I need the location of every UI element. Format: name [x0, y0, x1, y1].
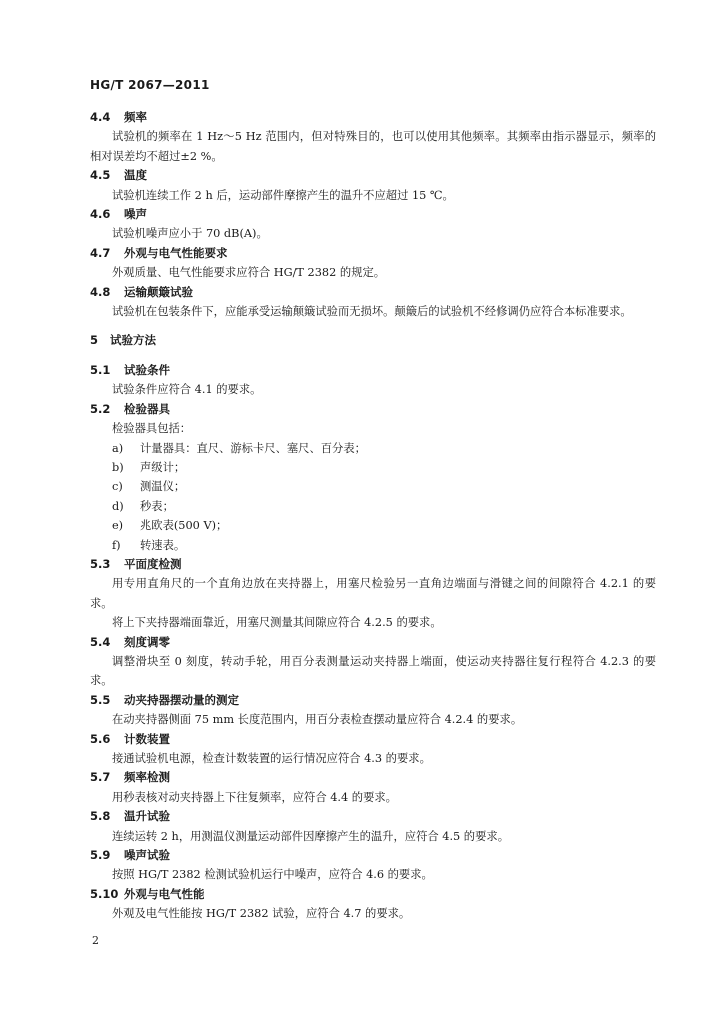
- section-5-9-text: 按照 HG/T 2382 检测试验机运行中噪声，应符合 4.6 的要求。: [112, 868, 433, 882]
- section-4-4-heading: 4.4 频率: [90, 110, 147, 124]
- section-5-10-heading: 5.10 外观与电气性能: [90, 886, 205, 901]
- section-5-3-text-1: 用专用直角尺的一个直角边放在夹持器上，用塞尺检验另一直角边端面与滑键之间的间隙符合 4.2.1 的要求。: [90, 577, 656, 610]
- section-5-8-text: 连续运转 2 h，用测温仪测量运动部件因摩擦产生的温升，应符合 4.5 的要求。: [112, 829, 509, 843]
- section-5-3-text-2: 将上下夹持器端面靠近，用塞尺测量其间隙应符合 4.2.5 的要求。: [112, 616, 442, 630]
- section-5-10-text: 外观及电气性能按 HG/T 2382 试验，应符合 4.7 的要求。: [112, 907, 411, 921]
- document-body: [90, 108, 656, 924]
- section-4-5-text: 试验机连续工作 2 h 后，运动部件摩擦产生的温升不应超过 15 ℃。: [112, 188, 454, 202]
- section-5-5-heading: 5.5 动夹持器摆动量的测定: [90, 692, 239, 707]
- list-item: d) 秒表；: [112, 499, 174, 513]
- section-4-5-heading: 4.5 温度: [90, 168, 147, 183]
- list-item: b) 声级计；: [112, 460, 186, 474]
- section-5-1-text: 试验条件应符合 4.1 的要求。: [112, 383, 262, 397]
- list-item: f) 转速表。: [112, 538, 186, 552]
- section-5-1-heading: 5.1 试验条件: [90, 362, 170, 377]
- list-item: a) 计量器具：直尺、游标卡尺、塞尺、百分表；: [112, 441, 366, 455]
- page-number: 2: [92, 934, 99, 947]
- section-5-7-heading: 5.7 频率检测: [90, 770, 170, 785]
- section-5-2-intro: 检验器具包括：: [112, 422, 192, 436]
- section-4-6-heading: 4.6 噪声: [90, 207, 147, 222]
- section-4-7-heading: 4.7 外观与电气性能要求: [90, 245, 228, 260]
- section-5-8-heading: 5.8 温升试验: [90, 809, 170, 824]
- section-5-7-text: 用秒表核对动夹持器上下往复频率，应符合 4.4 的要求。: [112, 790, 397, 804]
- section-5-4-heading: 5.4 刻度调零: [90, 634, 170, 649]
- section-5-6-text: 接通试验机电源，检查计数装置的运行情况应符合 4.3 的要求。: [112, 752, 431, 765]
- section-4-8-heading: 4.8 运输颠簸试验: [90, 284, 193, 299]
- section-4-8-text: 试验机在包装条件下，应能承受运输颠簸试验而无损坏。颠簸后的试验机不经修调仍应符合本标准要求。: [112, 305, 632, 319]
- section-5-5-text: 在动夹持器侧面 75 mm 长度范围内，用百分表检查摆动量应符合 4.2.4 的要求。: [112, 713, 523, 727]
- section-5-2-heading: 5.2 检验器具: [90, 401, 170, 416]
- list-item: c) 测温仪；: [112, 480, 186, 494]
- section-5-4-text: 调整滑块至 0 刻度，转动手轮，用百分表测量运动夹持器上端面，使运动夹持器往复行程符合 4.2.3 的要求。: [90, 654, 656, 688]
- section-5-3-heading: 5.3 平面度检测: [90, 556, 182, 571]
- standard-code-header: HG/T 2067—2011: [90, 78, 210, 92]
- section-4-4-text: 试验机的频率在 1 Hz～5 Hz 范围内，但对特殊目的，也可以使用其他频率。其频率由指示器显示，频率的相对误差均不超过±2 %。: [90, 130, 656, 163]
- list-item: e) 兆欧表(500 V)；: [112, 519, 228, 533]
- section-4-7-text: 外观质量、电气性能要求应符合 HG/T 2382 的规定。: [112, 266, 386, 280]
- section-4-6-text: 试验机噪声应小于 70 dB(A)。: [112, 227, 268, 241]
- section-5-6-heading: 5.6 计数装置: [90, 731, 170, 746]
- section-5-9-heading: 5.9 噪声试验: [90, 848, 170, 863]
- section-5-heading: 5 试验方法: [90, 333, 156, 348]
